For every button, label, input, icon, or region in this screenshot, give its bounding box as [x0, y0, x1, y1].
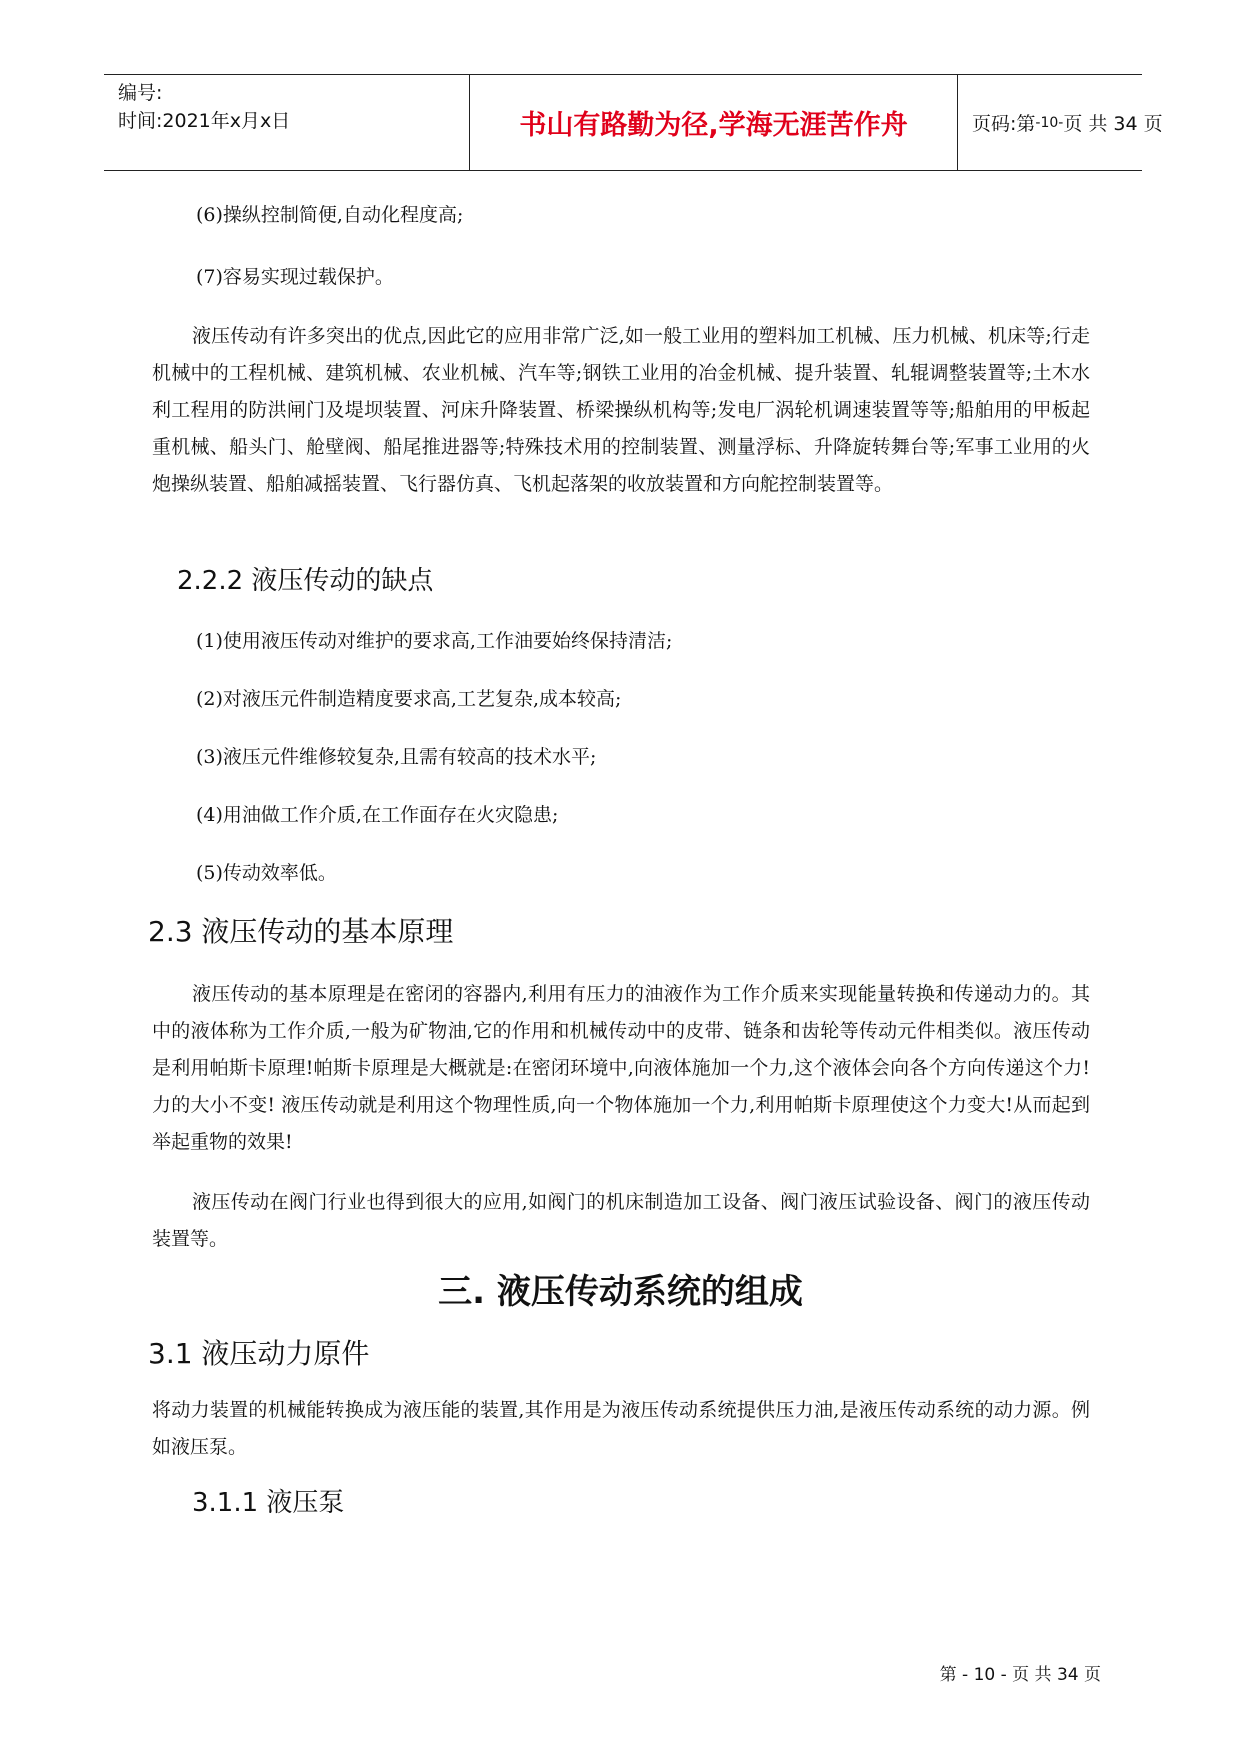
list-item: (1)使用液压传动对维护的要求高,工作油要始终保持清洁; [196, 630, 673, 652]
list-item: (6)操纵控制简便,自动化程度高; [196, 204, 464, 226]
paragraph-power: 将动力装置的机械能转换成为液压能的装置,其作用是为液压传动系统提供压力油,是液压传动系统的动力源。例如液压泵。 [152, 1399, 1090, 1458]
header-motto: 书山有路勤为径,学海无涯苦作舟 [469, 75, 958, 170]
list-item: (7)容易实现过载保护。 [196, 266, 394, 288]
list-item: (2)对液压元件制造精度要求高,工艺复杂,成本较高; [196, 688, 622, 710]
paragraph-principle: 液压传动的基本原理是在密闭的容器内,利用有压力的油液作为工作介质来实现能量转换和传递动力的。其中的液体称为工作介质,一般为矿物油,它的作用和机械传动中的皮带、链条和齿轮等传动元件相类似。液压传动是利用帕斯卡原理!帕斯卡原理是大概就是:在密闭环境中,向液体施加一个力,这个液体会向各个方向传递这个力!力的大小不变! 液压传动就是利用这个物理性质,向一个物体施加一个力,利用帕斯卡原理使这个力变大!从而起到举起重物的效果! [152, 983, 1090, 1153]
page-num: -10- [1035, 114, 1064, 131]
paragraph-valve: 液压传动在阀门行业也得到很大的应用,如阀门的机床制造加工设备、阀门液压试验设备、阀门的液压传动装置等。 [152, 1191, 1090, 1250]
section-heading-2-3: 2.3 液压传动的基本原理 [148, 915, 454, 948]
page-footer: 第 - 10 - 页 共 34 页 [939, 1665, 1101, 1685]
list-item: (4)用油做工作介质,在工作面存在火灾隐患; [196, 804, 559, 826]
header-page-number [957, 75, 1163, 170]
list-item: (5)传动效率低。 [196, 862, 337, 884]
page-suffix: 页 共 34 页 [1063, 113, 1163, 135]
header-meta [118, 75, 466, 174]
serial-label: 编号: [118, 82, 163, 104]
list-item: (3)液压元件维修较复杂,且需有较高的技术水平; [196, 746, 597, 768]
section-heading-3-1-1: 3.1.1 液压泵 [192, 1488, 345, 1518]
page-header [104, 74, 1163, 171]
chapter-heading-3: 三. 液压传动系统的组成 [438, 1272, 803, 1312]
page-prefix: 页码:第 [972, 113, 1036, 135]
time-label: 时间:2021年x月x日 [118, 110, 291, 132]
paragraph-advantages: 液压传动有许多突出的优点,因此它的应用非常广泛,如一般工业用的塑料加工机械、压力机械、机床等;行走机械中的工程机械、建筑机械、农业机械、汽车等;钢铁工业用的冶金机械、提升装置、轧辊调整装置等;土木水利工程用的防洪闸门及堤坝装置、河床升降装置、桥梁操纵机构等;发电厂涡轮机调速装置等等;船舶用的甲板起重机械、船头门、舱壁阀、船尾推进器等;特殊技术用的控制装置、测量浮标、升降旋转舞台等;军事工业用的火炮操纵装置、船舶减摇装置、飞行器仿真、飞机起落架的收放装置和方向舵控制装置等。 [152, 325, 1090, 495]
section-heading-3-1: 3.1 液压动力原件 [148, 1337, 370, 1370]
section-heading-2-2-2: 2.2.2 液压传动的缺点 [177, 566, 434, 596]
